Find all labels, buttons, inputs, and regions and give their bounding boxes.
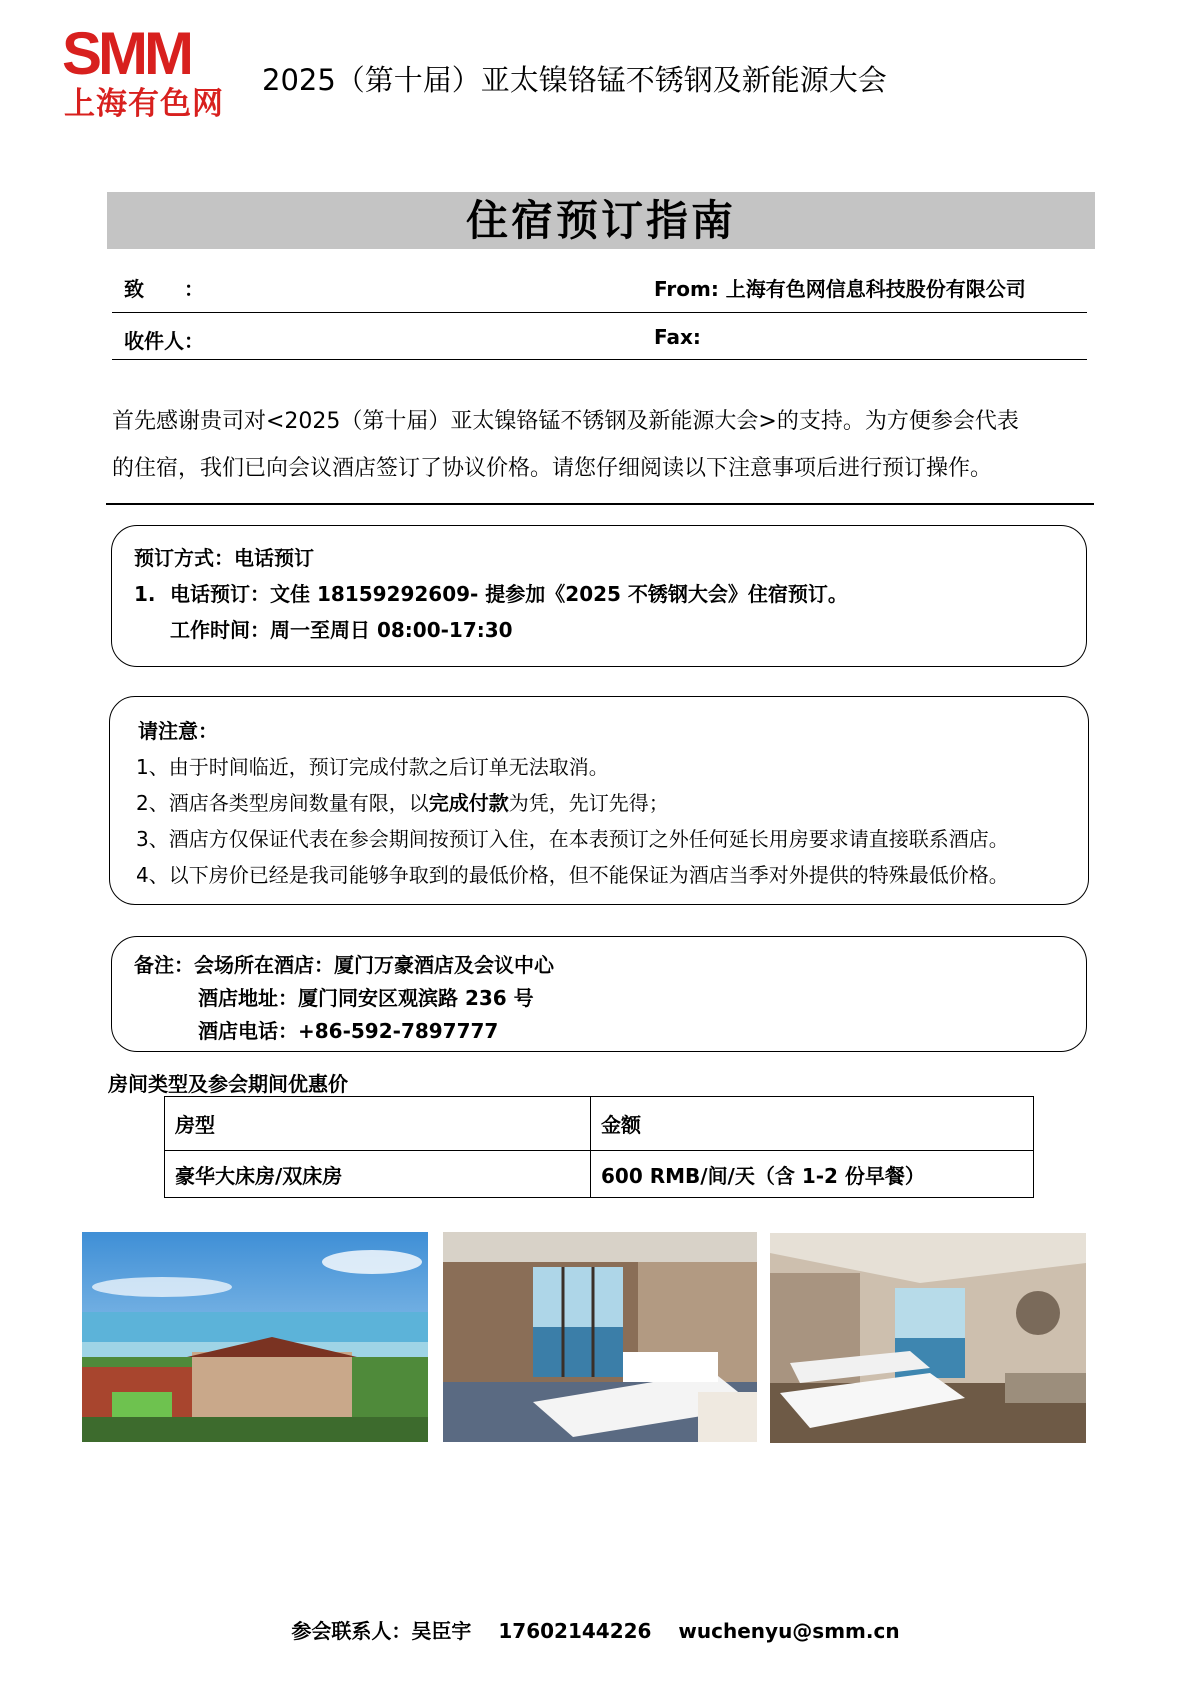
section-divider <box>106 503 1094 505</box>
contact-phone: 17602144226 <box>498 1619 652 1643</box>
hotel-remarks-box <box>111 936 1087 1052</box>
booking-hours-line: 工作时间：周一至周日 08:00-17:30 <box>170 618 513 642</box>
notice-item: 4、以下房价已经是我司能够争取到的最低价格，但不能保证为酒店当季对外提供的特殊最低价格。 <box>136 863 1009 887</box>
notice-item: 1、由于时间临近，预订完成付款之后订单无法取消。 <box>136 755 609 779</box>
divider-line <box>112 359 1087 360</box>
footer-contact <box>0 1615 1191 1644</box>
rooms-heading: 房间类型及参会期间优惠价 <box>108 1072 348 1096</box>
booking-phone-line: 电话预订：文佳 18159292609- 提参加《2025 不锈钢大会》住宿预订。 <box>170 582 848 606</box>
notice-box <box>109 696 1089 905</box>
intro-line: 首先感谢贵司对<2025（第十届）亚太镍铬锰不锈钢及新能源大会>的支持。为方便参会代表 <box>112 409 1019 434</box>
rooms-table <box>164 1096 1034 1198</box>
table-header-row <box>165 1097 1034 1151</box>
guide-title: 住宿预订指南 <box>465 196 736 245</box>
fax-label: Fax: <box>654 325 701 349</box>
hotel-address: 酒店地址：厦门同安区观滨路 236 号 <box>198 986 534 1010</box>
from-label: From: 上海有色网信息科技股份有限公司 <box>654 277 1026 301</box>
contact-email: wuchenyu@smm.cn <box>678 1619 900 1643</box>
hotel-room-photo-king <box>443 1232 757 1442</box>
intro-paragraph <box>112 398 1097 492</box>
smm-logo-chinese: 上海有色网 <box>64 86 224 122</box>
hotel-exterior-photo <box>82 1232 428 1442</box>
notice-item <box>136 785 669 821</box>
booking-method-box <box>111 525 1087 667</box>
booking-item-number: 1. <box>134 582 156 606</box>
guide-title-bar <box>107 192 1095 249</box>
notice-item-bold: 完成付款 <box>428 791 509 815</box>
table-header-cell: 金额 <box>591 1097 1034 1151</box>
notice-item: 3、酒店方仅保证代表在参会期间按预订入住，在本表预订之外任何延长用房要求请直接联系酒店。 <box>136 827 1009 851</box>
notice-item-text: 2、酒店各类型房间数量有限，以 <box>136 791 429 815</box>
divider-line <box>112 312 1087 313</box>
booking-method-title: 预订方式：电话预订 <box>134 546 314 570</box>
hotel-room-photo-twin <box>770 1233 1086 1443</box>
hotel-venue: 备注：会场所在酒店：厦门万豪酒店及会议中心 <box>134 953 554 977</box>
to-label: 致 ： <box>124 277 204 301</box>
smm-logo <box>62 24 232 122</box>
smm-logo-mark <box>62 24 232 80</box>
table-header-cell: 房型 <box>165 1097 591 1151</box>
notice-title: 请注意： <box>138 719 218 743</box>
room-type-cell: 豪华大床房/双床房 <box>165 1151 591 1198</box>
smm-logo-text: SMM <box>62 24 190 80</box>
intro-line: 的住宿，我们已向会议酒店签订了协议价格。请您仔细阅读以下注意事项后进行预订操作。 <box>112 456 993 481</box>
recipient-label: 收件人： <box>124 329 204 353</box>
hotel-phone: 酒店电话：+86-592-7897777 <box>198 1019 499 1043</box>
room-price-cell: 600 RMB/间/天（含 1-2 份早餐） <box>591 1151 1034 1198</box>
conference-title: 2025（第十届）亚太镍铬锰不锈钢及新能源大会 <box>262 63 887 97</box>
notice-item-text: 为凭，先订先得； <box>508 791 669 815</box>
contact-name: 参会联系人：吴臣宇 <box>291 1619 472 1643</box>
table-row <box>165 1151 1034 1198</box>
